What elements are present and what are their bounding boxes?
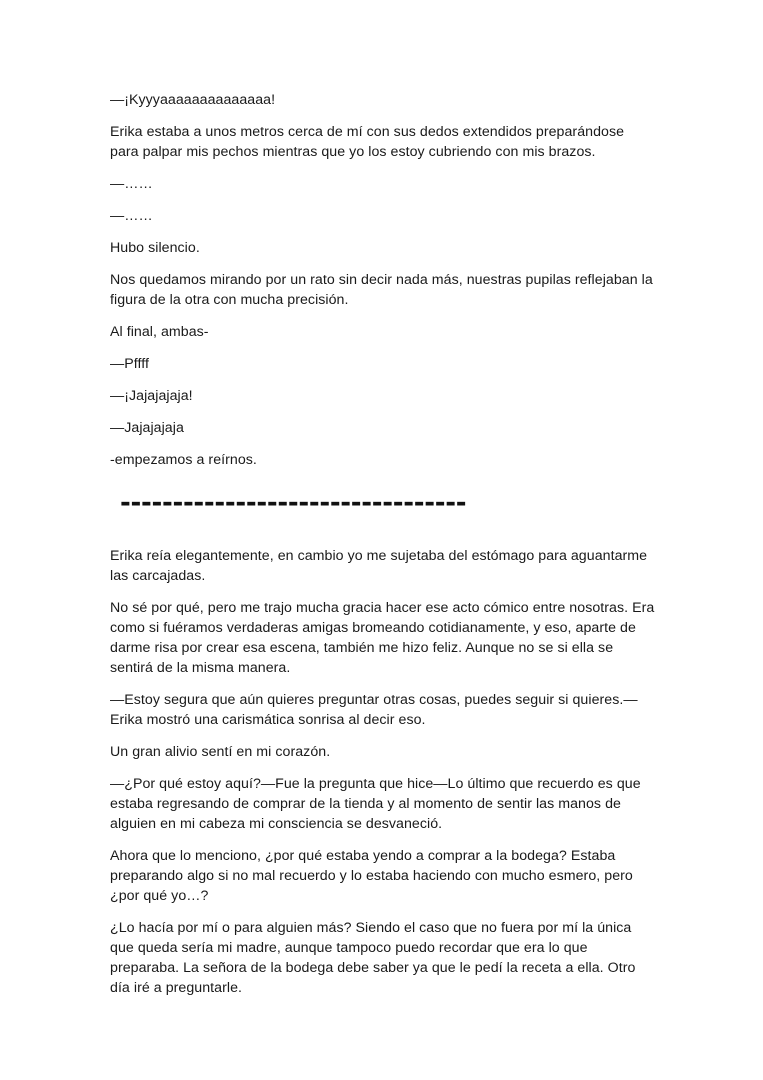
paragraph: Erika estaba a unos metros cerca de mí con sus dedos extendidos preparándose para palpar mis pechos mientras que yo los estoy cubriendo con mis brazos. <box>110 124 625 160</box>
paragraph: Hubo silencio. <box>110 240 200 256</box>
paragraph: No sé por qué, pero me trajo mucha gracia hacer ese acto cómico entre nosotras. Era como si fuéramos verdaderas amigas bromeando cotidianamente, y eso, aparte de darme risa por crear esa escena, también me hizo feliz. Aunque no se si ella se sentirá de la misma manera. <box>110 600 655 676</box>
paragraph: Un gran alivio sentí en mi corazón. <box>110 744 331 760</box>
paragraph: —Estoy segura que aún quieres preguntar otras cosas, puedes seguir si quieres.—Erika mostró una carismática sonrisa al decir eso. <box>110 692 638 728</box>
scene-separator: --------------------------------- <box>120 488 467 518</box>
paragraph: Ahora que lo menciono, ¿por qué estaba yendo a comprar a la bodega? Estaba preparando algo si no mal recuerdo y lo estaba haciendo con mucho esmero, pero ¿por qué yo…? <box>110 848 633 904</box>
paragraph: —¡Jajajajaja! <box>110 388 193 404</box>
paragraph: Al final, ambas- <box>110 324 209 340</box>
paragraph: -empezamos a reírnos. <box>110 452 257 468</box>
paragraph: —¿Por qué estoy aquí?—Fue la pregunta que hice—Lo último que recuerdo es que estaba regresando de comprar de la tienda y al momento de sentir las manos de alguien en mi cabeza mi consciencia se desvaneció. <box>110 776 641 832</box>
paragraph: —…… <box>110 208 153 224</box>
document-page <box>110 90 655 1010</box>
paragraph: —Jajajajaja <box>110 420 184 436</box>
paragraph: Nos quedamos mirando por un rato sin decir nada más, nuestras pupilas reflejaban la figura de la otra con mucha precisión. <box>110 272 653 308</box>
paragraph: —…… <box>110 176 153 192</box>
paragraph: —¡Kyyyaaaaaaaaaaaaaa! <box>110 92 276 108</box>
paragraph: Erika reía elegantemente, en cambio yo me sujetaba del estómago para aguantarme las carcajadas. <box>110 548 648 584</box>
paragraph: —Pffff <box>110 356 149 372</box>
paragraph: ¿Lo hacía por mí o para alguien más? Siendo el caso que no fuera por mí la única que queda sería mi madre, aunque tampoco puedo recordar que era lo que preparaba. La señora de la bodega debe saber ya que le pedí la receta a ella. Otro día iré a preguntarle. <box>110 920 636 996</box>
